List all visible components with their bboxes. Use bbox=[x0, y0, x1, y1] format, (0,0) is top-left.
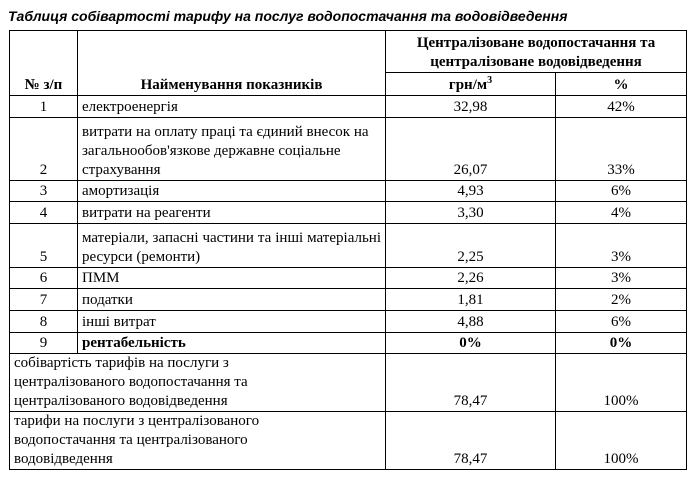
total-row bbox=[10, 354, 687, 412]
row-name: інші витрат bbox=[78, 311, 386, 333]
row-name: ПММ bbox=[78, 268, 386, 289]
row-percent: 3% bbox=[556, 268, 687, 289]
row-name: податки bbox=[78, 289, 386, 311]
table-row bbox=[10, 333, 687, 354]
row-num: 2 bbox=[10, 118, 78, 181]
table-title: Таблиця собівартості тарифу на послуг водопостачання та водовідведення bbox=[8, 8, 568, 24]
row-name: витрати на оплату праці та єдиний внесок на загальнообов'язкове державне соціальне страхування bbox=[78, 118, 386, 181]
row-percent: 3% bbox=[556, 224, 687, 268]
row-value: 1,81 bbox=[386, 289, 556, 311]
row-num: 3 bbox=[10, 181, 78, 202]
row-name: електроенергія bbox=[78, 96, 386, 118]
row-percent: 42% bbox=[556, 96, 687, 118]
row-value: 4,93 bbox=[386, 181, 556, 202]
total-percent: 100% bbox=[556, 354, 687, 412]
total-row bbox=[10, 412, 687, 470]
table-row bbox=[10, 224, 687, 268]
row-num: 1 bbox=[10, 96, 78, 118]
row-name: матеріали, запасні частини та інші матеріальні ресурси (ремонти) bbox=[78, 224, 386, 268]
row-name: рентабельність bbox=[78, 333, 386, 354]
table-header-row bbox=[10, 31, 687, 73]
table-row bbox=[10, 181, 687, 202]
row-num: 5 bbox=[10, 224, 78, 268]
row-percent: 2% bbox=[556, 289, 687, 311]
table-row bbox=[10, 96, 687, 118]
total-name: тарифи на послуги з централізованого водопостачання та централізованого водовідведення bbox=[10, 412, 386, 470]
row-num: 4 bbox=[10, 202, 78, 224]
header-unit-sup: 3 bbox=[487, 75, 493, 86]
cost-table bbox=[9, 30, 687, 470]
header-num: № з/п bbox=[10, 31, 78, 96]
row-value: 3,30 bbox=[386, 202, 556, 224]
row-num: 6 bbox=[10, 268, 78, 289]
row-name: амортизація bbox=[78, 181, 386, 202]
header-percent: % bbox=[556, 73, 687, 96]
total-value: 78,47 bbox=[386, 412, 556, 470]
row-num: 9 bbox=[10, 333, 78, 354]
total-value: 78,47 bbox=[386, 354, 556, 412]
total-percent: 100% bbox=[556, 412, 687, 470]
row-value: 32,98 bbox=[386, 96, 556, 118]
header-name: Найменування показників bbox=[78, 31, 386, 96]
table-row bbox=[10, 311, 687, 333]
row-value: 2,26 bbox=[386, 268, 556, 289]
row-value: 4,88 bbox=[386, 311, 556, 333]
table-row bbox=[10, 202, 687, 224]
header-unit-main: грн/м bbox=[448, 77, 488, 93]
header-unit bbox=[386, 73, 556, 96]
table-row bbox=[10, 289, 687, 311]
row-num: 7 bbox=[10, 289, 78, 311]
row-value: 26,07 bbox=[386, 118, 556, 181]
row-percent: 33% bbox=[556, 118, 687, 181]
header-group: Централізоване водопостачання та централізоване водовідведення bbox=[386, 31, 687, 73]
total-name: собівартість тарифів на послуги з централізованого водопостачання та централізованого водовідведення bbox=[10, 354, 386, 412]
table-row bbox=[10, 268, 687, 289]
row-percent: 0% bbox=[556, 333, 687, 354]
row-name: витрати на реагенти bbox=[78, 202, 386, 224]
row-percent: 6% bbox=[556, 181, 687, 202]
row-value: 2,25 bbox=[386, 224, 556, 268]
table-row bbox=[10, 118, 687, 181]
row-percent: 4% bbox=[556, 202, 687, 224]
row-value: 0% bbox=[386, 333, 556, 354]
row-percent: 6% bbox=[556, 311, 687, 333]
row-num: 8 bbox=[10, 311, 78, 333]
